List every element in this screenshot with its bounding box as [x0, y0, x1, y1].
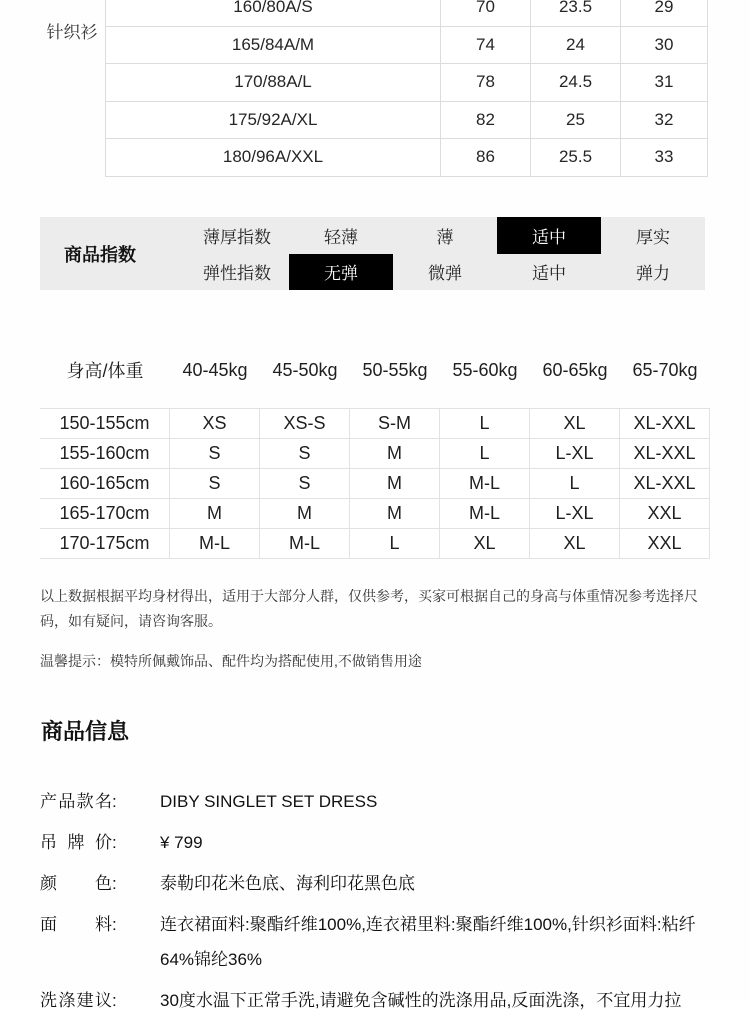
- size-rec-cell: XL: [440, 529, 530, 558]
- size-rec-cell: XL-XXL: [620, 469, 710, 498]
- info-label: 产品款名: [40, 792, 112, 811]
- size-rec-cell: M-L: [440, 499, 530, 528]
- weight-header: 60-65kg: [542, 359, 608, 380]
- fit-table: [40, 408, 710, 559]
- info-label: 洗涤建议: [40, 991, 112, 1010]
- size-rec-cell: S: [170, 439, 260, 468]
- size-rec-cell: XS-S: [260, 409, 350, 438]
- size-rec-cell: S: [260, 439, 350, 468]
- info-label: 吊牌价: [40, 833, 112, 852]
- size-rec-cell: XS: [170, 409, 260, 438]
- warm-tip-text: 温馨提示：模特所佩戴饰品、配件均为搭配使用,不做销售用途: [40, 653, 422, 669]
- size-rec-cell: M-L: [260, 529, 350, 558]
- measure-cell: 86: [440, 139, 530, 176]
- product-info-list: [40, 784, 710, 1024]
- weight-header: 45-50kg: [272, 359, 338, 380]
- index-option: 厚实: [636, 227, 670, 247]
- fabric-value: 连衣裙面料:聚酯纤维100%,连衣裙里料:聚酯纤维100%,针织衫面料:粘纤64%锦纶36%: [160, 915, 696, 969]
- index-option: 薄: [436, 227, 454, 247]
- size-rec-cell: L: [440, 439, 530, 468]
- size-rec-cell: M: [170, 499, 260, 528]
- size-rec-cell: M: [350, 499, 440, 528]
- product-info-heading: 商品信息: [41, 719, 130, 744]
- measure-cell: 82: [440, 102, 530, 139]
- index-option-selected: 无弹: [289, 254, 393, 291]
- height-cell: 165-170cm: [40, 499, 170, 528]
- color-value: 泰勒印花米色底、海利印花黑色底: [160, 874, 415, 893]
- size-rec-cell: XXL: [620, 529, 710, 558]
- height-cell: 160-165cm: [40, 469, 170, 498]
- washing-advice-value: 30度水温下正常手洗,请避免含碱性的洗涤用品,反面洗涤，不宜用力拉: [160, 991, 682, 1010]
- info-label: 颜色: [40, 874, 112, 893]
- size-table-group-label: 针织衫: [46, 23, 98, 42]
- size-table-row: [106, 0, 707, 27]
- weight-header: 40-45kg: [182, 359, 248, 380]
- index-panel-title: 商品指数: [64, 244, 136, 265]
- size-rec-cell: M: [350, 439, 440, 468]
- info-colon: :: [112, 792, 117, 811]
- size-cell: 170/88A/L: [234, 72, 312, 92]
- index-row-label: 薄厚指数: [203, 227, 271, 247]
- size-disclaimer-text: 以上数据根据平均身材得出，适用于大部分人群，仅供参考，买家可根据自己的身高与体重情况参考选择尺码，如有疑问，请咨询客服。: [40, 588, 698, 629]
- measure-cell: 74: [440, 27, 530, 64]
- product-info-row: [40, 907, 710, 977]
- info-label: 面料: [40, 915, 112, 934]
- size-rec-cell: XL-XXL: [620, 439, 710, 468]
- size-cell: 180/96A/XXL: [222, 147, 324, 167]
- tag-price-value: ¥ 799: [160, 833, 203, 852]
- size-rec-cell: M: [260, 499, 350, 528]
- size-table-row: [106, 64, 707, 102]
- measure-cell: 23.5: [530, 0, 620, 26]
- size-rec-cell: XL: [530, 529, 620, 558]
- index-panel-grid: [185, 217, 705, 290]
- measure-cell: 25.5: [530, 139, 620, 176]
- size-rec-cell: M-L: [440, 469, 530, 498]
- product-index-panel: [40, 217, 705, 290]
- size-rec-cell: M: [350, 469, 440, 498]
- size-rec-cell: S: [170, 469, 260, 498]
- size-table-row: [106, 102, 707, 140]
- fit-table-row: [40, 499, 710, 529]
- measure-cell: 30: [620, 27, 707, 64]
- size-cell: 165/84A/M: [231, 34, 315, 54]
- info-colon: :: [112, 991, 117, 1010]
- size-rec-cell: S: [260, 469, 350, 498]
- measure-cell: 32: [620, 102, 707, 139]
- size-table-row: [106, 27, 707, 65]
- measure-cell: 24.5: [530, 64, 620, 101]
- index-option-selected: 适中: [497, 217, 601, 254]
- fit-table-row: [40, 409, 710, 439]
- measure-cell: 78: [440, 64, 530, 101]
- index-row-label: 弹性指数: [203, 264, 271, 284]
- weight-header: 55-60kg: [452, 359, 518, 380]
- fit-corner-header: 身高/体重: [66, 361, 144, 381]
- size-rec-cell: M-L: [170, 529, 260, 558]
- measure-cell: 29: [620, 0, 707, 26]
- size-rec-cell: S-M: [350, 409, 440, 438]
- fit-table-row: [40, 469, 710, 499]
- fit-table-row: [40, 439, 710, 469]
- size-rec-cell: L: [530, 469, 620, 498]
- index-option: 弹力: [636, 264, 670, 284]
- product-info-row: [40, 825, 710, 860]
- weight-header: 50-55kg: [362, 359, 428, 380]
- info-colon: :: [112, 874, 117, 893]
- size-table-row: [106, 139, 707, 177]
- fit-table-row: [40, 529, 710, 559]
- size-cell: 160/80A/S: [233, 0, 313, 17]
- info-colon: :: [112, 833, 117, 852]
- index-option: 轻薄: [324, 227, 358, 247]
- size-rec-cell: XXL: [620, 499, 710, 528]
- height-cell: 150-155cm: [40, 409, 170, 438]
- size-cell: 175/92A/XL: [228, 109, 318, 129]
- measure-cell: 33: [620, 139, 707, 176]
- product-info-row: [40, 866, 710, 901]
- product-name-value: DIBY SINGLET SET DRESS: [160, 792, 378, 811]
- weight-header: 65-70kg: [632, 359, 698, 380]
- index-option: 微弹: [428, 264, 462, 284]
- size-rec-cell: L-XL: [530, 439, 620, 468]
- index-option: 适中: [532, 264, 566, 284]
- measure-cell: 70: [440, 0, 530, 26]
- measure-cell: 25: [530, 102, 620, 139]
- size-rec-cell: L-XL: [530, 499, 620, 528]
- knit-size-table: [105, 0, 708, 177]
- height-cell: 170-175cm: [40, 529, 170, 558]
- height-cell: 155-160cm: [40, 439, 170, 468]
- size-rec-cell: L: [350, 529, 440, 558]
- fit-table-header: [40, 355, 710, 385]
- size-rec-cell: XL-XXL: [620, 409, 710, 438]
- measure-cell: 31: [620, 64, 707, 101]
- product-info-row: [40, 784, 710, 819]
- size-rec-cell: L: [440, 409, 530, 438]
- info-colon: :: [112, 915, 117, 934]
- measure-cell: 24: [530, 27, 620, 64]
- product-info-row: [40, 983, 710, 1018]
- size-rec-cell: XL: [530, 409, 620, 438]
